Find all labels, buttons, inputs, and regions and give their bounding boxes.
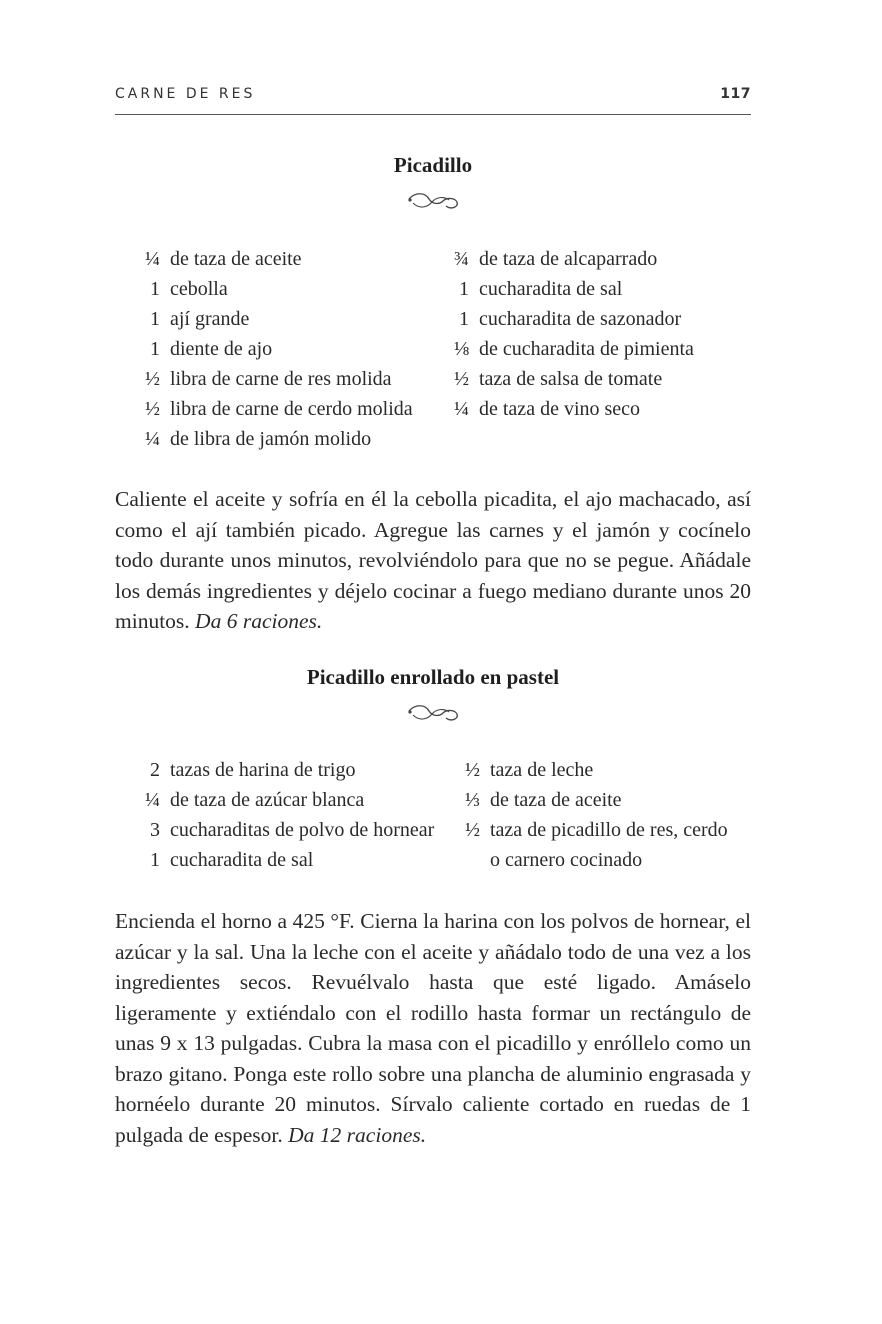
ingredient-item: cucharadita de sal — [479, 278, 623, 300]
ingredient-qty: 1 — [459, 278, 469, 300]
running-head: CARNE DE RES — [115, 86, 256, 102]
recipe-yield: Da 12 raciones. — [288, 1122, 427, 1147]
ingredient-item: de libra de jamón molido — [170, 428, 372, 450]
page-header — [115, 84, 751, 115]
instructions-text: Encienda el horno a 425 °F. Cierna la harina con los polvos de hornear, el azúcar y la sal. Una la leche con el aceite y añádalo todo de una vez a los ingredientes secos. Revuélvalo hasta que esté ligado. Amáselo ligeramente y extiéndalo con el rodillo hasta formar un rectángulo de unas 9 x 13 pulgadas. Cubra la masa con el picadillo y enróllelo como un brazo gitano. Ponga este rollo sobre una plancha de aluminio engrasada y hornéelo durante 20 minutos. Sírvalo caliente cortado en ruedas de 1 pulgada de espesor. — [115, 909, 751, 1147]
ingredient-item: de taza de aceite — [490, 789, 622, 811]
recipe-yield: Da 6 raciones. — [195, 609, 323, 633]
ingredient-item: de cucharadita de pimienta — [479, 338, 694, 360]
ingredient-qty: ¼ — [145, 248, 160, 270]
ingredient-qty: ¾ — [454, 248, 469, 270]
ingredient-qty: ⅛ — [454, 338, 469, 360]
ingredient-item: cucharaditas de polvo de hornear — [170, 819, 435, 841]
ingredient-item: cucharadita de sazonador — [479, 308, 682, 330]
ingredient-item: de taza de aceite — [170, 248, 302, 270]
ingredient-qty: ½ — [465, 759, 480, 781]
page-number: 117 — [720, 86, 751, 102]
flourish-ornament-icon — [405, 702, 461, 724]
recipe-instructions — [115, 484, 751, 637]
flourish-ornament-icon — [405, 190, 461, 212]
recipe-title: Picadillo — [393, 153, 473, 177]
ingredient-qty: ½ — [145, 398, 160, 420]
ingredient-qty: 1 — [150, 278, 160, 300]
ingredient-item: taza de salsa de tomate — [479, 368, 663, 390]
ingredient-item: de taza de azúcar blanca — [170, 789, 365, 811]
ingredient-qty: 3 — [150, 819, 160, 841]
recipe-title: Picadillo enrollado en pastel — [306, 665, 560, 689]
ingredient-item: taza de leche — [490, 759, 594, 781]
ingredient-item: de taza de vino seco — [479, 398, 641, 420]
ingredient-qty: ¼ — [145, 428, 160, 450]
ingredient-qty: 2 — [150, 759, 160, 781]
ingredient-qty: 1 — [459, 308, 469, 330]
ingredient-item: libra de carne de cerdo molida — [170, 398, 413, 420]
ingredient-item: libra de carne de res molida — [170, 368, 392, 390]
ingredient-item: diente de ajo — [170, 338, 273, 360]
ingredient-item: ají grande — [170, 308, 250, 330]
ingredient-item: de taza de alcaparrado — [479, 248, 658, 270]
ingredient-qty: ½ — [454, 368, 469, 390]
ingredient-qty: ½ — [465, 819, 480, 841]
instructions-text: Caliente el aceite y sofría en él la cebolla picadita, el ajo machacado, así como el ají también picado. Agregue las carnes y el jamón y cocínelo todo durante unos minutos, revolviéndolo para que no se pegue. Añádale los demás ingredientes y déjelo cocinar a fuego mediano durante unos 20 minutos. — [115, 487, 751, 633]
ingredient-qty: ⅓ — [465, 789, 480, 811]
ingredient-qty: ½ — [145, 368, 160, 390]
ingredient-item: taza de picadillo de res, cerdo — [490, 819, 728, 841]
ingredient-item: tazas de harina de trigo — [170, 759, 356, 781]
ingredient-item: cebolla — [170, 278, 228, 300]
ingredient-qty: 1 — [150, 849, 160, 871]
ingredient-qty: 1 — [150, 338, 160, 360]
ingredient-item: cucharadita de sal — [170, 849, 314, 871]
recipe-instructions — [115, 906, 751, 1150]
ingredient-qty: 1 — [150, 308, 160, 330]
ingredient-qty: ¼ — [145, 789, 160, 811]
ingredient-item: o carnero cocinado — [490, 849, 643, 871]
ingredient-qty: ¼ — [454, 398, 469, 420]
